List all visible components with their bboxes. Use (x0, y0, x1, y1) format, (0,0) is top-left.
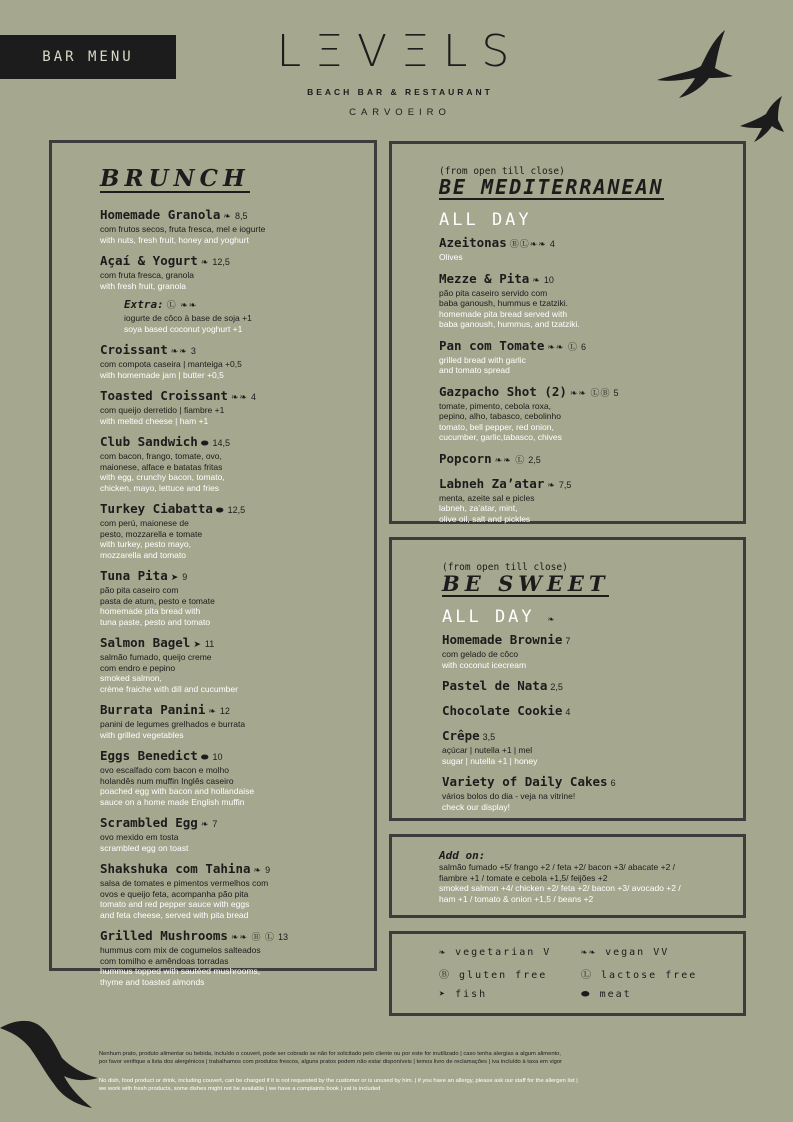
item-price: 9 (265, 865, 271, 875)
gluten-free-icon: Ⓑ (439, 970, 451, 981)
item-price: 10 (543, 274, 554, 285)
footer-notice-pt (99, 1051, 699, 1066)
item-description: ovo escalfado com bacon e molho (100, 765, 229, 775)
item-description-en: smoked salmon, (100, 673, 162, 683)
item-description: açúcar | nutella +1 | mel (442, 745, 533, 756)
item-name: Homemade Brownie (442, 632, 563, 648)
item-price: 12 (219, 706, 230, 716)
item-name: Mezze & Pita (439, 270, 530, 286)
legend-section (389, 931, 746, 1016)
item-description: panini de legumes grelhados e burrata (100, 719, 246, 729)
item-name: Salmon Bagel (100, 635, 191, 650)
item-description: ovo mexido em tosta (100, 832, 179, 842)
meat-icon: ⬬ (200, 752, 210, 762)
item-description: com frutos secos, fruta fresca, mel e iogurte (100, 224, 266, 234)
menu-item (100, 500, 372, 560)
item-name: Shakshuka com Tahina (100, 861, 251, 876)
diet-icon: ❧❧ ⓁⒷ (569, 387, 611, 398)
item-price: 6 (580, 341, 586, 352)
addon-description: salmão fumado +5/ frango +2 / feta +2/ bacon +3/ abacate +2 / (439, 862, 676, 872)
item-name: Pastel de Nata (442, 678, 548, 694)
item-price: 9 (182, 572, 188, 582)
section-preheading: (from open till close) (439, 166, 565, 177)
item-price: 12,5 (227, 505, 246, 515)
item-price: 7 (565, 636, 571, 647)
item-description-en: with homemade jam | butter +0,5 (100, 369, 224, 380)
item-name: Variety of Daily Cakes (442, 774, 608, 790)
item-price: 2,5 (528, 454, 541, 465)
item-description-en: chicken, mayo, lettuce and fries (100, 482, 220, 493)
item-name: Croissant (100, 342, 168, 357)
item-description: baba ganoush, hummus e tzatziki. (439, 298, 568, 308)
item-price: 14,5 (212, 438, 231, 448)
addon-section (389, 834, 746, 918)
fish-icon: ➤ (170, 572, 180, 582)
item-name: Pan com Tomate (439, 337, 545, 353)
footer-line: we work with fresh products, some dishes might not be available | we have a complaints book | vat is included (99, 1085, 381, 1092)
item-name: Grilled Mushrooms (100, 928, 228, 943)
menu-item (100, 341, 372, 380)
item-description-en: olive oil, salt and pickles (439, 513, 531, 524)
vegetarian-icon: ❧ (439, 947, 448, 958)
item-description: com tomilho e amêndoas torradas (100, 955, 229, 966)
brunch-section (49, 140, 377, 987)
item-description: maionese, alface e batatas fritas (100, 461, 223, 472)
legend-entry (439, 947, 581, 958)
item-name: Tuna Pita (100, 568, 168, 583)
item-description-en: homemade pita bread served with (439, 308, 568, 319)
item-name: Scrambled Egg (100, 815, 198, 830)
sweet-title: BE SWEET (442, 571, 610, 596)
menu-item (442, 631, 740, 670)
item-description: pão pita caseiro com (100, 585, 179, 595)
item-name: Homemade Granola (100, 207, 221, 222)
diet-icon: ❧ (223, 211, 232, 221)
addon-description-en: smoked salmon +4/ chicken +2/ feta +2/ bacon +3/ avocado +2 / (439, 883, 681, 893)
legend-text: lactose free (601, 970, 698, 981)
menu-item (100, 567, 372, 627)
item-description-en: Olives (439, 252, 463, 262)
legend-entry (581, 989, 723, 1000)
lactose-free-icon: Ⓛ (581, 970, 593, 981)
menu-item (100, 927, 372, 987)
meat-icon: ⬬ (581, 989, 592, 1000)
item-price: 2,5 (550, 682, 563, 693)
fish-icon: ➤ (193, 639, 202, 649)
item-description-en: with melted cheese | ham +1 (100, 415, 209, 426)
vegetarian-icon: ❧ (547, 614, 557, 626)
item-description: vários bolos do dia - veja na vitrine! (442, 791, 576, 802)
item-description-en: scrambled egg on toast (100, 842, 189, 853)
item-price: 6 (610, 778, 616, 789)
item-description-en: cucumber, garlic,tabasco, chives (439, 432, 562, 442)
item-price: 11 (204, 639, 215, 649)
swallow-bird-icon (738, 96, 784, 144)
item-description-en: thyme and toasted almonds (100, 976, 205, 987)
legend-entry (439, 989, 581, 1000)
diet-icon: ❧ (532, 274, 541, 285)
menu-item (439, 475, 739, 525)
item-description: pasta de atum, pesto e tomate (100, 595, 215, 606)
item-description: ovos e queijo feta, acompanha pão pita (100, 888, 249, 899)
legend-row (439, 989, 723, 1000)
item-name: Toasted Croissant (100, 388, 228, 403)
legend-text: vegan VV (605, 947, 670, 958)
menu-item (439, 270, 739, 330)
levels-logo: LΞVΞLS (276, 26, 524, 77)
item-price: 4 (565, 707, 571, 718)
menu-item (442, 773, 740, 812)
brunch-title: BRUNCH (100, 165, 250, 192)
legend-entry (439, 966, 581, 981)
item-description-en: hummus topped with sautéed mushrooms, (100, 966, 261, 976)
diet-icon: Ⓛ ❧❧ (166, 300, 198, 310)
footer-notice-en (99, 1078, 699, 1093)
item-price: 7,5 (558, 479, 572, 490)
all-day-label: ALL DAY (439, 210, 532, 230)
diet-icon: ⒷⓁ❧❧ (509, 239, 547, 249)
footer-line: No dish, food product or drink, including couvert, can be charged if it is not requested by the customer or is unused by him. | if you have an allergy, please ask our staff for the allergen list | (99, 1078, 578, 1084)
legend-row (439, 947, 723, 958)
item-price: 4 (251, 392, 257, 402)
menu-item (100, 206, 372, 245)
menu-item (100, 634, 372, 694)
item-description-en: tomato, bell pepper, red onion, (439, 421, 554, 432)
menu-item (100, 701, 372, 740)
item-description: salsa de tomates e pimentos vermelhos com (100, 878, 269, 888)
menu-item (442, 727, 740, 766)
item-description: com queijo derretido | fiambre +1 (100, 405, 225, 415)
item-description-en: with fresh fruit, granola (100, 280, 186, 291)
menu-item (439, 450, 739, 468)
item-price: 8,5 (234, 211, 248, 221)
menu-item (100, 433, 372, 493)
item-price: 12,5 (212, 257, 230, 267)
item-description: pepino, alho, tabasco, cebolinho (439, 411, 561, 421)
legend-entry (581, 947, 723, 958)
menu-item (442, 677, 740, 695)
fish-icon: ➤ (439, 989, 448, 1000)
diet-icon: ❧ (208, 706, 217, 716)
menu-item (100, 814, 372, 853)
item-description-en: check our display! (442, 801, 511, 812)
item-name: Burrata Panini (100, 702, 206, 717)
mediterranean-title: BE MEDITERRANEAN (439, 175, 664, 199)
item-description-en: and feta cheese, served with pita bread (100, 909, 249, 920)
item-description: hummus com mix de cogumelos salteados (100, 945, 261, 955)
item-name: Crêpe (442, 728, 480, 744)
item-price: 5 (613, 387, 619, 398)
item-description-en: baba ganoush, hummus, and tzatziki. (439, 319, 580, 329)
item-description: pão pita caseiro servido com (439, 287, 548, 298)
vegan-icon: ❧❧ (581, 947, 598, 958)
menu-item (442, 702, 740, 720)
addon-description: fiambre +1 / tomate e cebola +1,5/ feijões +2 (439, 872, 608, 883)
section-preheading: (from open till close) (442, 562, 568, 573)
diet-icon: ❧❧ (170, 346, 188, 356)
item-price: 13 (278, 932, 289, 942)
item-price: 3 (190, 346, 196, 356)
item-description-en: mozzarella and tomato (100, 549, 186, 560)
item-name: Gazpacho Shot (2) (439, 383, 567, 399)
menu-item (100, 252, 372, 291)
item-description-en: labneh, za’atar, mint, (439, 503, 518, 513)
meat-icon: ⬬ (215, 505, 225, 515)
all-day-text: ALL DAY (442, 607, 535, 628)
item-name: Popcorn (439, 450, 492, 466)
item-description: com compota caseira | manteiga +0,5 (100, 359, 242, 369)
legend-text: vegetarian V (455, 947, 552, 958)
item-price: 7 (212, 819, 218, 829)
swallow-bird-icon (655, 28, 735, 98)
item-description-en: with turkey, pesto mayo, (100, 539, 192, 549)
item-description-en: with egg, crunchy bacon, tomato, (100, 472, 225, 482)
item-description: tomate, pimento, cebola roxa, (439, 400, 551, 411)
legend-text: fish (455, 989, 488, 1000)
item-description-en: crème fraiche with dill and cucumber (100, 683, 238, 694)
brand-location: CARVOEIRO (349, 107, 451, 118)
footer-line: por favor verifique a lista dos alergénicos | trabalhamos com produtos frescos, alguns pratos podem não estar disponíveis | temos livro de reclamações | iva incluído à taxa em vigor (99, 1058, 563, 1065)
menu-item (100, 387, 372, 426)
bar-menu-badge: BAR MENU (0, 35, 176, 79)
addon-label: Add on: (439, 849, 486, 862)
item-name: Labneh Za’atar (439, 475, 545, 491)
diet-icon: ❧ (253, 865, 263, 875)
item-name: Azeitonas (439, 235, 507, 250)
menu-item (439, 234, 739, 263)
legend-text: gluten free (459, 970, 548, 981)
item-description: menta, azeite sal e picles (439, 492, 535, 503)
item-description-en: and tomato spread (439, 365, 510, 375)
item-description-en: poached egg with bacon and hollandaise (100, 786, 255, 796)
item-name: Açaí & Yogurt (100, 253, 198, 268)
item-description: holandês num muffin Inglês caseiro (100, 775, 234, 786)
extra-label: Extra: (124, 298, 164, 311)
extra-block (100, 295, 372, 334)
sweet-section (389, 537, 746, 821)
item-description-en: sauce on a home made English muffin (100, 796, 245, 807)
item-price: 3,5 (482, 732, 496, 743)
diet-icon: ❧❧ (230, 392, 249, 402)
diet-icon: ❧❧ Ⓑ Ⓛ (230, 932, 276, 942)
item-description-en: sugar | nutella +1 | honey (442, 755, 538, 766)
item-description: com perú, maionese de (100, 518, 189, 528)
item-description: com bacon, frango, tomate, ovo, (100, 451, 222, 461)
diet-icon: ❧ (200, 819, 210, 829)
menu-item (100, 747, 372, 807)
addon-description-en: ham +1 / tomato & onion +1,5 / beans +2 (439, 893, 594, 904)
item-name: Turkey Ciabatta (100, 501, 213, 516)
mediterranean-section (389, 141, 746, 524)
all-day-label (442, 607, 740, 627)
swallow-bird-icon (0, 1018, 98, 1110)
item-description: salmão fumado, queijo creme (100, 652, 212, 662)
legend-text: meat (599, 989, 632, 1000)
item-price: 4 (549, 239, 555, 249)
extra-description: iogurte de côco à base de soja +1 (124, 313, 252, 323)
item-description-en: tomato and red pepper sauce with eggs (100, 899, 250, 909)
item-name: Club Sandwich (100, 434, 198, 449)
meat-icon: ⬬ (200, 438, 210, 448)
item-description: pesto, mozzarella e tomate (100, 528, 203, 539)
item-description: com fruta fresca, granola (100, 270, 195, 280)
diet-icon: ❧❧ Ⓛ (547, 341, 578, 352)
footer-line: Nenhum prato, produto alimentar ou bebida, incluído o couvert, pode ser cobrado se não for solicitado pelo cliente ou por este for inutilizado | caso tenha alergias a algum alimento, (99, 1051, 561, 1057)
item-description-en: with coconut icecream (442, 659, 527, 670)
menu-item (439, 337, 739, 376)
item-description-en: tuna paste, pesto and tomato (100, 616, 211, 627)
item-description-en: with nuts, fresh fruit, honey and yoghurt (100, 234, 249, 245)
menu-item (439, 383, 739, 443)
item-name: Eggs Benedict (100, 748, 198, 763)
menu-item (100, 860, 372, 920)
brand-subtitle: BEACH BAR & RESTAURANT (307, 87, 493, 97)
item-name: Chocolate Cookie (442, 703, 563, 719)
legend-row (439, 966, 723, 981)
diet-icon: ❧ (200, 257, 210, 267)
extra-description-en: soya based coconut yoghurt +1 (124, 323, 243, 334)
diet-icon: ❧ (547, 479, 556, 490)
item-description-en: grilled bread with garlic (439, 354, 526, 365)
item-description-en: with grilled vegetables (100, 729, 184, 740)
diet-icon: ❧❧ Ⓛ (494, 454, 526, 465)
item-description: com gelado de côco (442, 649, 519, 660)
item-description-en: homemade pita bread with (100, 606, 201, 616)
item-description: com endro e pepino (100, 662, 176, 673)
legend-entry (581, 966, 723, 981)
item-price: 10 (212, 752, 223, 762)
